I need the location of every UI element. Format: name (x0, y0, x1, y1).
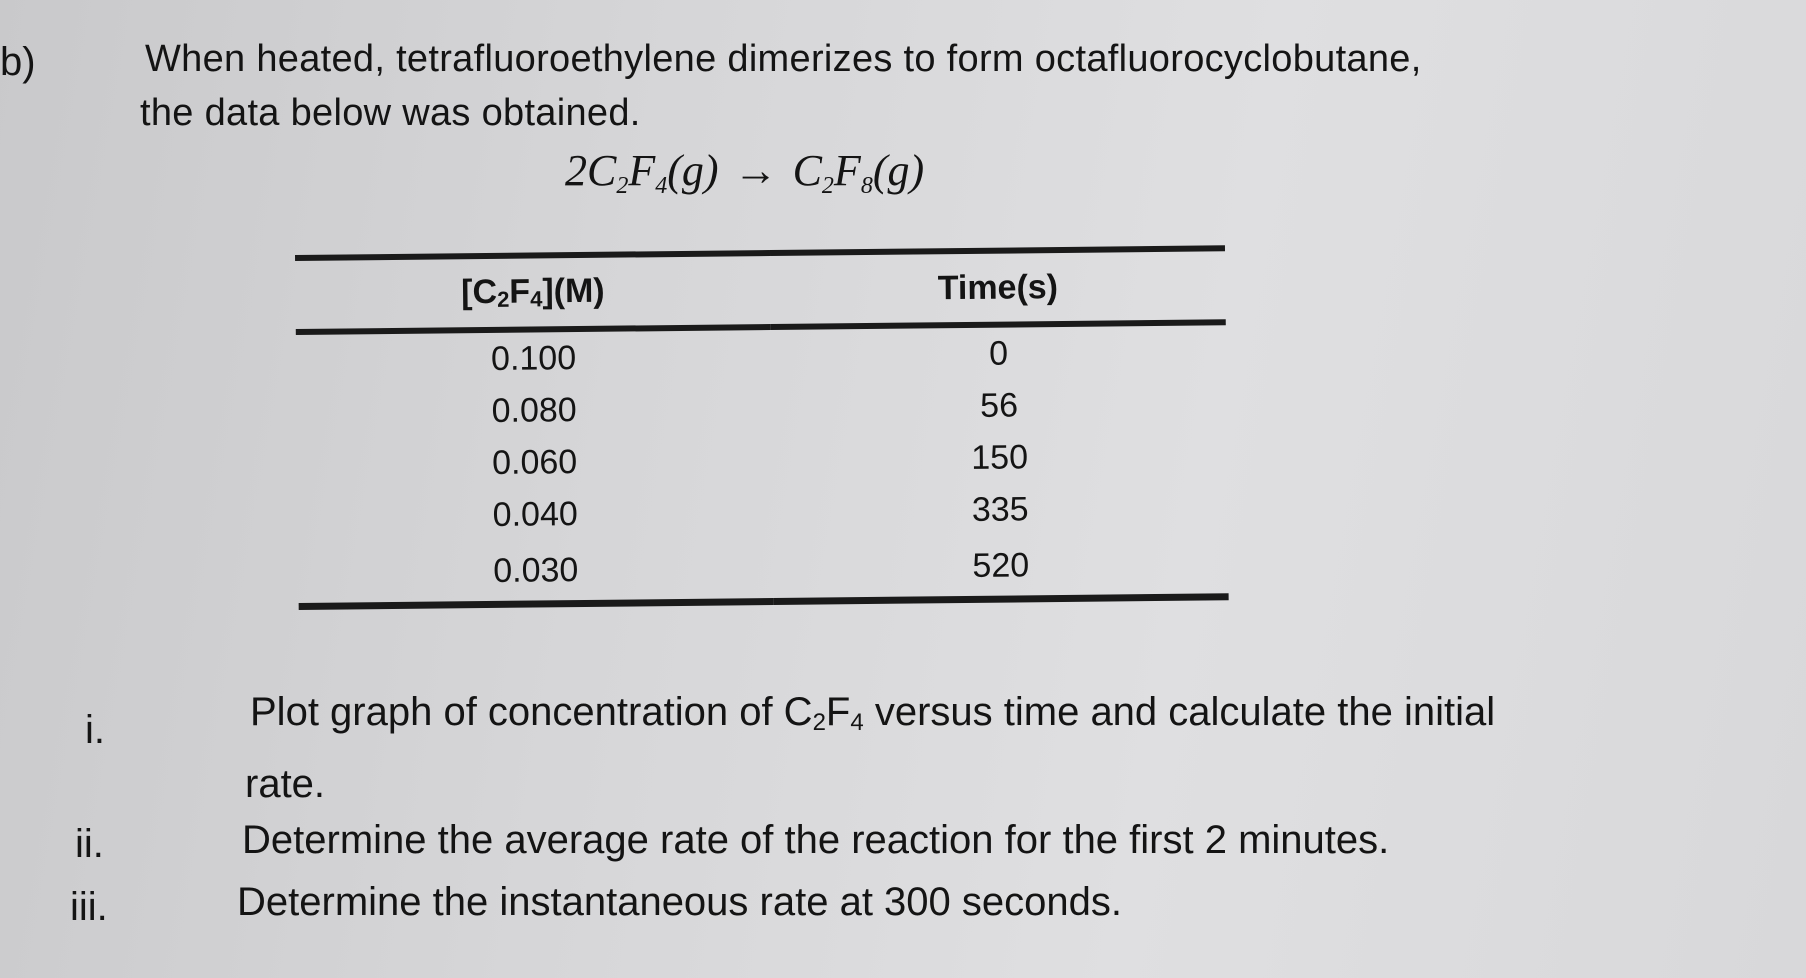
header-time: Time(s) (770, 248, 1226, 327)
cell-time: 0 (988, 334, 1009, 373)
cell-concentration: 0.100 (490, 338, 577, 378)
task-ii-numeral: ii. (75, 822, 104, 866)
product-fluorine: F (833, 146, 861, 195)
task-i-numeral: i. (85, 708, 105, 752)
reaction-arrow: → (733, 146, 778, 195)
task-iii-numeral: iii. (70, 885, 108, 929)
cell-concentration: 0.080 (491, 390, 577, 430)
reactant-carbon-subscript: 2 (616, 173, 629, 199)
task-ii-text: Determine the average rate of the reaction for the first 2 minutes. (242, 818, 1390, 862)
cell-time: 150 (971, 437, 1029, 477)
task-i-text-line-2: rate. (245, 762, 326, 806)
table-row (298, 533, 1229, 606)
reactant-fluorine-subscript: 4 (655, 173, 668, 199)
question-intro-line-1: When heated, tetrafluoroethylene dimerizes to form octafluorocyclobutane, (145, 38, 1422, 80)
task-iii-text: Determine the instantaneous rate at 300 seconds. (237, 880, 1122, 924)
cell-concentration: 0.040 (492, 494, 578, 534)
reactant-fluorine: F (628, 146, 656, 195)
cell-time: 520 (773, 533, 1229, 601)
product-fluorine-subscript: 8 (860, 173, 873, 199)
task-i-text: Plot graph of concentration of $C_2F_4$ versus time and calculate the initial (250, 690, 1496, 736)
product-state: (g) (872, 146, 925, 195)
cell-time: 56 (979, 385, 1019, 425)
header-concentration: $[C_2F_4](M)$ (295, 253, 771, 332)
question-label: b) (0, 40, 36, 84)
reaction-equation (565, 145, 924, 200)
table-header-row (295, 248, 1226, 332)
reactant-coefficient: 2 (565, 146, 587, 195)
data-table (295, 245, 1229, 610)
cell-time: 335 (971, 489, 1029, 529)
reactant-state: (g) (667, 146, 719, 195)
product-carbon-subscript: 2 (821, 173, 834, 199)
cell-concentration: 0.030 (298, 538, 774, 606)
table-row (296, 322, 1227, 387)
product-carbon: C (792, 146, 822, 195)
reactant-carbon: C (587, 146, 617, 195)
question-intro-line-2: the data below was obtained. (140, 92, 641, 134)
cell-concentration: 0.060 (491, 442, 578, 482)
